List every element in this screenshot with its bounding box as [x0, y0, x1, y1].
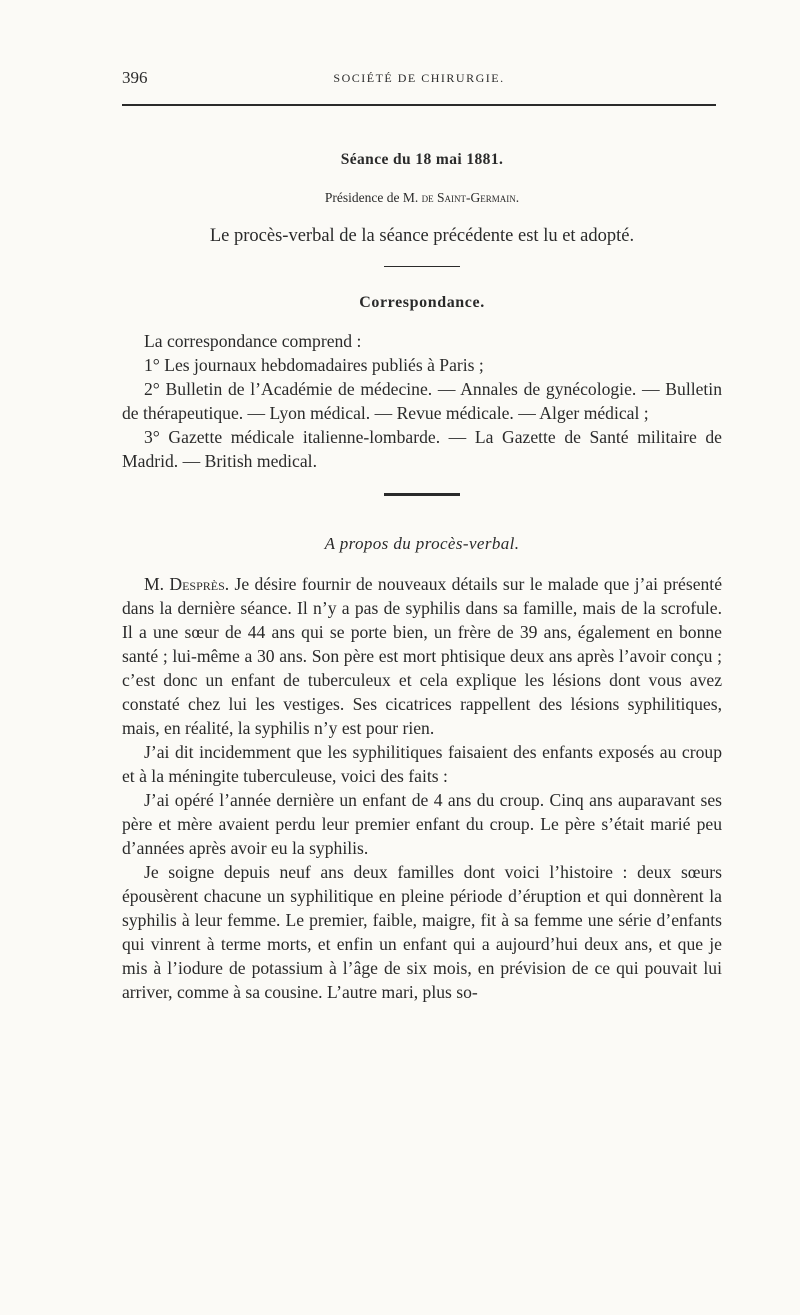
paragraph	[122, 572, 722, 740]
presidency-prefix: Présidence de M.	[324, 190, 422, 205]
correspondance-item: 3° Gazette médicale italienne-lombarde. — La Gazette de Santé militaire de Madrid. — British medical.	[122, 427, 722, 471]
correspondance-item: 2° Bulletin de l’Académie de médecine. — Annales de gynécologie. — Bulletin de thérapeutique. — Lyon médical. — Revue médicale. — Alger médical ;	[122, 379, 722, 423]
session-title: Séance du 18 mai 1881.	[340, 151, 504, 168]
proces-verbal-heading: A propos du procès-verbal.	[324, 534, 520, 553]
page-body	[122, 148, 722, 1004]
running-title: SOCIÉTÉ DE CHIRURGIE.	[333, 71, 505, 85]
header-rule	[122, 104, 716, 106]
section-divider	[384, 266, 460, 267]
correspondance-heading: Correspondance.	[359, 294, 485, 311]
presidency-suffix: .	[515, 190, 520, 205]
president-name: de Saint-Germain	[421, 190, 516, 205]
paragraph: J’ai dit incidemment que les syphilitiques faisaient des enfants exposés au croup et à la méningite tuberculeuse, voici des faits :	[122, 742, 722, 786]
section-divider	[384, 493, 460, 496]
presidency-line	[122, 186, 722, 210]
page-number: 396	[122, 68, 148, 87]
paragraph: Je soigne depuis neuf ans deux familles dont voici l’histoire : deux sœurs épousèrent chacune un syphilitique en pleine période d’éruption et qui donnèrent la syphilis à leur femme. Le premier, faible, maigre, fit à sa femme une série d’enfants qui vinrent à terme morts, et enfin un enfant qui a aujourd’hui deux ans, et que je mis à l’iodure de potassium à l’âge de six mois, en prévision de ce qui pouvait lui arriver, comme à sa cousine. L’autre mari, plus so-	[122, 862, 722, 1002]
correspondance-item: 1° Les journaux hebdomadaires publiés à Paris ;	[144, 355, 484, 375]
correspondance-intro: La correspondance comprend :	[144, 331, 362, 351]
paragraph-text: Je désire fournir de nouveaux détails sur le malade que j’ai présenté dans la dernière séance. Il n’y a pas de syphilis dans sa famille, mais de la scrofule. Il a une sœur de 44 ans qui se porte bien, un frère de 39 ans, également en bonne santé ; lui-même a 30 ans. Son père est mort phtisique deux ans après l’avoir conçu ; c’est donc un enfant de tuberculeux et cela explique les lésions dont vous avez constaté chez lui les vestiges. Ses cicatrices rappellent des lésions syphilitiques, mais, en réalité, la syphilis n’y est pour rien.	[122, 574, 722, 738]
paragraph: J’ai opéré l’année dernière un enfant de 4 ans du croup. Cinq ans auparavant ses père et mère avaient perdu leur premier enfant du croup. Le père s’était marié peu d’années après avoir eu la syphilis.	[122, 790, 722, 858]
running-head	[122, 68, 716, 90]
minutes-adopted: Le procès-verbal de la séance précédente est lu et adopté.	[209, 226, 635, 246]
speaker-name: M. Desprès.	[144, 574, 230, 594]
